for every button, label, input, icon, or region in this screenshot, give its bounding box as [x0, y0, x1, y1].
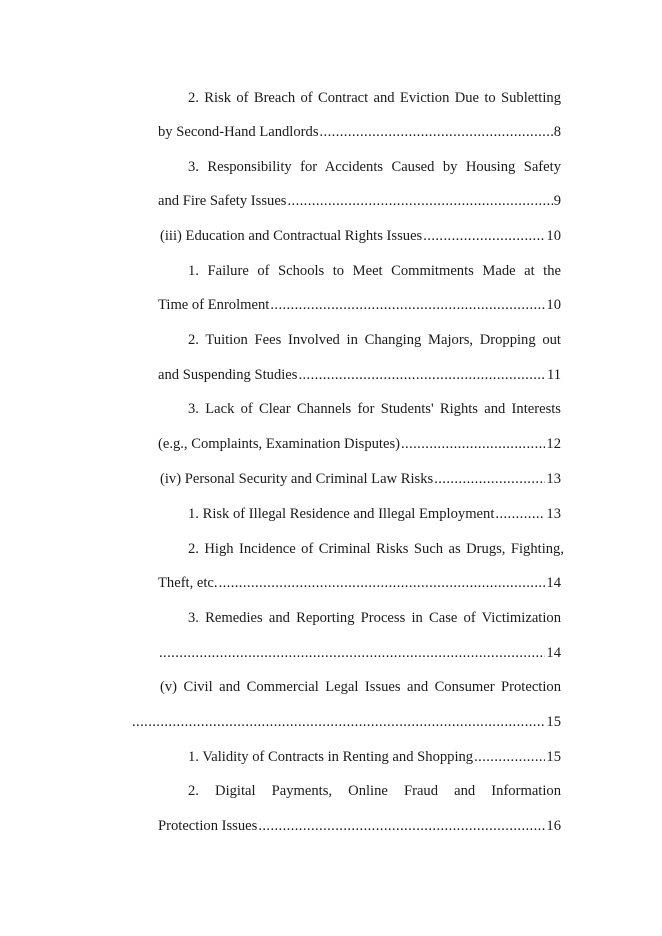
toc-entry-13-line-1: 2. Digital Payments, Online Fraud and Information [188, 783, 561, 799]
toc-section-iv-title: (iv) Personal Security and Criminal Law Risks [160, 471, 434, 487]
toc-entry-12-page: 15 [546, 749, 561, 765]
toc-section-v[interactable] [131, 712, 561, 732]
toc-entry-1-title: by Second-Hand Landlords [158, 124, 319, 140]
toc-entry-8-title: 1. Risk of Illegal Residence and Illegal Employment [188, 506, 495, 522]
toc-entry-13-page: 16 [546, 818, 561, 834]
toc-entry-9-page: 14 [546, 575, 561, 591]
toc-entry-5-line-1: 2. Tuition Fees Involved in Changing Majors, Dropping out [188, 332, 561, 348]
toc-entry-9[interactable] [158, 573, 561, 593]
dot-leader [320, 122, 553, 142]
dot-leader [287, 191, 552, 211]
toc-entry-13[interactable] [158, 816, 561, 836]
toc-section-iii-title: (iii) Education and Contractual Rights Issues [160, 228, 423, 244]
toc-entry-10-page: 14 [546, 645, 561, 661]
toc-section-v-page: 15 [546, 714, 561, 730]
toc-entry-2-page: 9 [553, 193, 561, 209]
toc-entry-4-page: 10 [546, 297, 561, 313]
toc-entry-2[interactable] [158, 191, 561, 211]
toc-entry-9-title: Theft, etc. [158, 575, 218, 591]
dot-leader [423, 226, 545, 246]
toc-entry-4[interactable] [158, 295, 561, 315]
toc-entry-2-line-1: 3. Responsibility for Accidents Caused by Housing Safety [188, 159, 561, 175]
toc-section-v-line-1: (v) Civil and Commercial Legal Issues and Consumer Protection [160, 679, 561, 695]
toc-entry-8-page: 13 [546, 506, 561, 522]
toc-entry-6-title: (e.g., Complaints, Examination Disputes) [158, 436, 400, 452]
dot-leader [258, 816, 545, 836]
toc-entry-6-line-1: 3. Lack of Clear Channels for Students' Rights and Interests [188, 401, 561, 417]
toc-entry-2-title: and Fire Safety Issues [158, 193, 287, 209]
toc-entry-6-page: 12 [546, 436, 561, 452]
dot-leader [132, 712, 545, 732]
toc-entry-12-title: 1. Validity of Contracts in Renting and Shopping [188, 749, 474, 765]
toc-entry-4-line-1: 1. Failure of Schools to Meet Commitments Made at the [188, 263, 561, 279]
dot-leader [219, 573, 546, 593]
dot-leader [401, 434, 545, 454]
toc-entry-5-page: 11 [546, 367, 561, 383]
dot-leader [474, 747, 545, 767]
toc-entry-1-page: 8 [553, 124, 561, 140]
dot-leader [298, 365, 545, 385]
toc-entry-1-line-1: 2. Risk of Breach of Contract and Eviction Due to Subletting [188, 90, 561, 106]
toc-entry-8[interactable] [188, 504, 561, 524]
toc-entry-12[interactable] [188, 747, 561, 767]
toc-section-iv-page: 13 [546, 471, 561, 487]
toc-entry-4-title: Time of Enrolment [158, 297, 270, 313]
toc-entry-6[interactable] [158, 434, 561, 454]
toc-entry-10-line-1: 3. Remedies and Reporting Process in Case of Victimization [188, 610, 561, 626]
toc-entry-1[interactable] [158, 122, 561, 142]
toc-section-iv[interactable] [160, 469, 561, 489]
toc-entry-5[interactable] [158, 365, 561, 385]
toc-entry-13-title: Protection Issues [158, 818, 258, 834]
toc-entry-5-title: and Suspending Studies [158, 367, 298, 383]
dot-leader [434, 469, 545, 489]
toc-section-iii-page: 10 [546, 228, 561, 244]
dot-leader [270, 295, 545, 315]
dot-leader [495, 504, 545, 524]
toc-section-iii[interactable] [160, 226, 561, 246]
toc-entry-9-line-1: 2. High Incidence of Criminal Risks Such as Drugs, Fighting, [188, 541, 564, 557]
toc-entry-10[interactable] [158, 643, 561, 663]
dot-leader [159, 643, 545, 663]
